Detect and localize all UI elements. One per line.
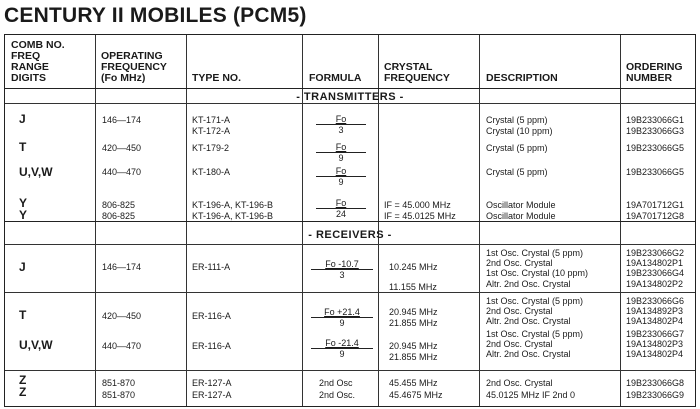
formula-denominator: 9: [339, 318, 345, 328]
header-operating-frequency: OPERATING FREQUENCY (Fo MHz): [101, 50, 167, 84]
tx-type: KT-179-2: [192, 143, 230, 153]
formula-numerator: Fo -21.4: [311, 338, 373, 349]
rx-formula: [311, 307, 373, 328]
rx-frequency: 440—470: [102, 341, 142, 351]
formula-numerator: Fo: [316, 166, 366, 177]
tx-type: KT-171-A KT-172-A: [192, 115, 231, 136]
formula-denominator: 24: [335, 209, 346, 219]
tx-formula: [316, 166, 366, 187]
tx-ordering: 19A701712G1 19A701712G8: [626, 200, 685, 221]
tx-description: Crystal (5 ppm): [486, 143, 548, 153]
row-rule: [5, 292, 695, 293]
header-description: DESCRIPTION: [486, 72, 558, 84]
rx-ordering: 19B233066G2 19A134802P1 19B233066G4 19A134802P2: [626, 248, 685, 289]
rx-ordering: 19B233066G7 19A134802P3 19A134802P4: [626, 329, 685, 360]
rx-comb-code: T: [19, 308, 27, 322]
tx-comb-code: T: [19, 140, 27, 154]
tx-ordering: 19B233066G5: [626, 167, 685, 177]
rx-description: 2nd Osc. Crystal 45.0125 MHz IF 2nd 0: [486, 378, 576, 400]
section-receivers: - RECEIVERS -: [308, 229, 392, 241]
rx-comb-code: U,V,W: [19, 338, 53, 352]
header-rule: [5, 88, 695, 89]
frequency-table: [4, 34, 696, 407]
tx-frequency: 146—174: [102, 115, 142, 125]
rx-crystal: 20.945 MHz 21.855 MHz: [389, 341, 438, 362]
formula-denominator: 9: [338, 177, 344, 187]
formula-denominator: 3: [338, 125, 344, 135]
rx-type: ER-116-A: [192, 311, 231, 321]
tx-comb-code: U,V,W: [19, 165, 53, 179]
formula-denominator: 9: [339, 349, 345, 359]
tx-formula: [316, 114, 366, 135]
header-comb: COMB NO. FREQ RANGE DIGITS: [11, 39, 65, 84]
section-transmitters: - TRANSMITTERS -: [296, 91, 404, 103]
rx-description: 1st Osc. Crystal (5 ppm) 2nd Osc. Crystal Altr. 2nd Osc. Crystal: [486, 329, 584, 360]
rx-crystal-alt: 11.155 MHz: [389, 282, 437, 292]
tx-comb-code: Y Y: [19, 196, 28, 222]
rx-frequency: 851-870 851-870: [102, 378, 136, 400]
rx-crystal: 20.945 MHz 21.855 MHz: [389, 307, 438, 328]
tx-ordering: 19B233066G5: [626, 143, 685, 153]
rx-comb-code: Z Z: [19, 373, 27, 399]
tx-description: Crystal (5 ppm): [486, 167, 548, 177]
tx-crystal: IF = 45.000 MHz IF = 45.0125 MHz: [384, 200, 456, 221]
rx-comb-code: J: [19, 260, 26, 274]
formula-denominator: 9: [338, 153, 344, 163]
tx-frequency: 440—470: [102, 167, 142, 177]
row-rule: [5, 103, 695, 104]
rx-formula: 2nd Osc 2nd Osc.: [319, 378, 356, 400]
header-formula: FORMULA: [309, 72, 362, 84]
tx-description: Crystal (5 ppm) Crystal (10 ppm): [486, 115, 553, 136]
rx-type: ER-111-A: [192, 262, 231, 272]
header-crystal-frequency: CRYSTAL FREQUENCY: [384, 61, 450, 84]
rx-formula: [311, 259, 373, 280]
tx-type: KT-180-A: [192, 167, 231, 177]
tx-frequency: 806-825 806-825: [102, 200, 136, 221]
page-title: CENTURY II MOBILES (PCM5): [4, 4, 307, 27]
tx-comb-code: J: [19, 112, 26, 126]
tx-type: KT-196-A, KT-196-B KT-196-A, KT-196-B: [192, 200, 274, 221]
formula-numerator: Fo: [316, 142, 366, 153]
tx-description: Oscillator Module Oscillator Module: [486, 200, 556, 221]
header-ordering-number: ORDERING NUMBER: [626, 61, 683, 84]
formula-denominator: 3: [339, 270, 345, 280]
rx-type: ER-127-A ER-127-A: [192, 378, 232, 400]
rx-crystal: 45.455 MHz 45.4675 MHz: [389, 378, 443, 400]
rx-description: 1st Osc. Crystal (5 ppm) 2nd Osc. Crystal Altr. 2nd Osc. Crystal: [486, 296, 584, 327]
rx-ordering: 19B233066G6 19A134892P3 19A134802P4: [626, 296, 685, 327]
rx-frequency: 420—450: [102, 311, 142, 321]
section-rule: [5, 221, 695, 222]
formula-numerator: Fo +21.4: [311, 307, 373, 318]
tx-frequency: 420—450: [102, 143, 142, 153]
rx-type: ER-116-A: [192, 341, 231, 351]
rx-formula: [311, 338, 373, 359]
header-type: TYPE NO.: [192, 72, 242, 84]
rx-ordering: 19B233066G8 19B233066G9: [626, 378, 685, 400]
rx-description: 1st Osc. Crystal (5 ppm) 2nd Osc. Crystal 1st Osc. Crystal (10 ppm) Altr. 2nd Osc. Crystal: [486, 248, 589, 289]
rx-frequency: 146—174: [102, 262, 142, 272]
tx-formula: [316, 198, 366, 219]
rx-crystal: 10.245 MHz: [389, 262, 438, 272]
row-rule: [5, 370, 695, 371]
row-rule: [5, 244, 695, 245]
formula-numerator: Fo: [316, 114, 366, 125]
tx-ordering: 19B233066G1 19B233066G3: [626, 115, 685, 136]
formula-numerator: Fo -10.7: [311, 259, 373, 270]
formula-numerator: Fo: [316, 198, 366, 209]
tx-formula: [316, 142, 366, 163]
